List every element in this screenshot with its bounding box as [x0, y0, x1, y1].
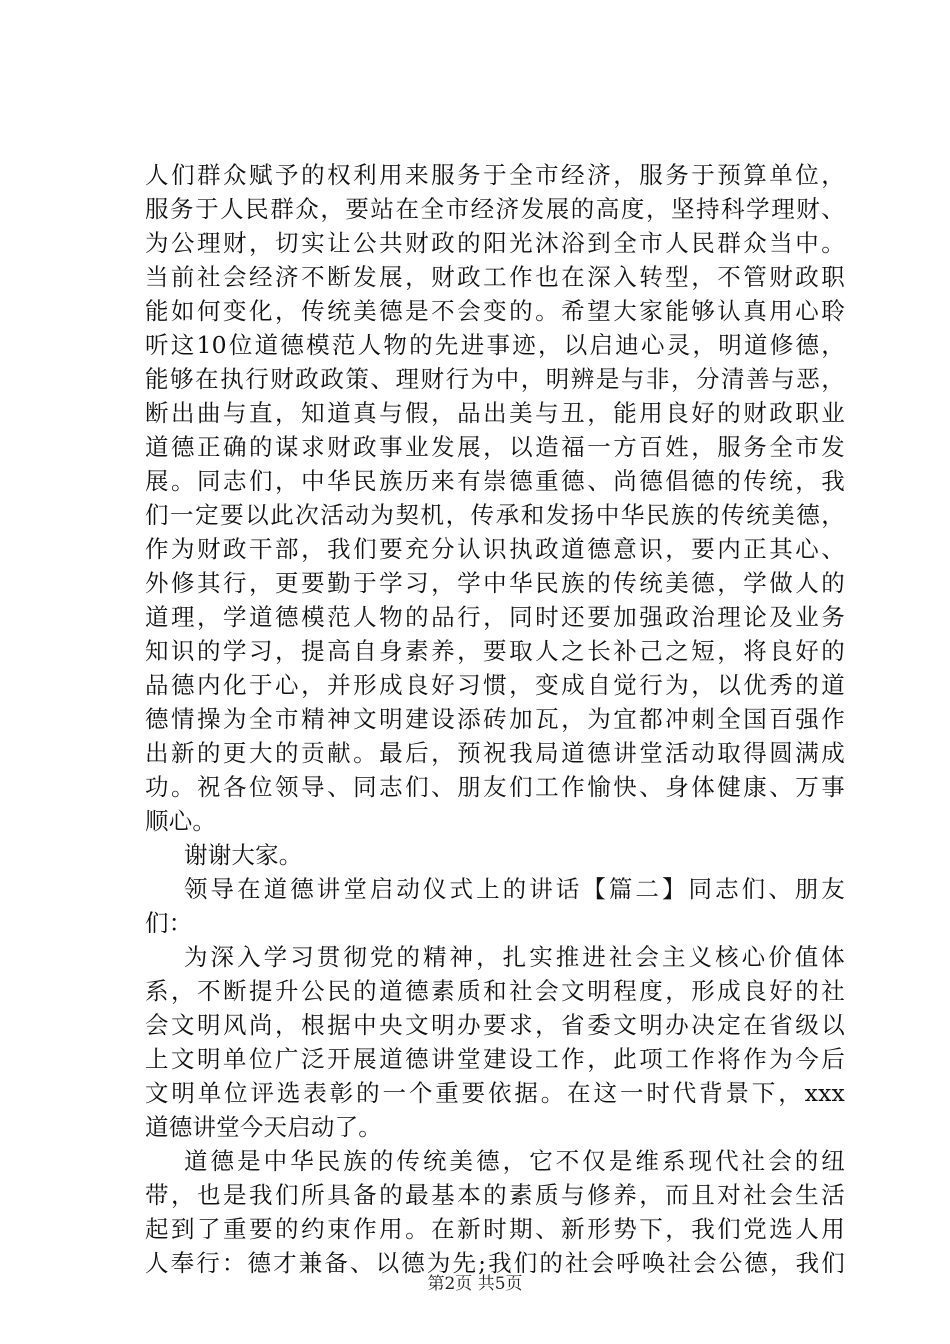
text-line: 能如何变化，传统美德是不会变的。希望大家能够认真用心聆 — [145, 297, 845, 325]
text-line: 上文明单位广泛开展道德讲堂建设工作，此项工作将作为今后 — [145, 1045, 845, 1073]
text-line: 作为财政干部，我们要充分认识执政道德意识，要内正其心、 — [145, 535, 845, 563]
text-line: 知识的学习，提高自身素养，要取人之长补己之短，将良好的 — [145, 637, 845, 665]
text-line: 会文明风尚，根据中央文明办要求，省委文明办决定在省级以 — [145, 1011, 845, 1039]
text-line: 为公理财，切实让公共财政的阳光沐浴到全市人民群众当中。 — [145, 229, 845, 257]
text-line: 听这10位道德模范人物的先进事迹，以启迪心灵，明道修德， — [145, 331, 845, 359]
text-line: 功。祝各位领导、同志们、朋友们工作愉快、身体健康、万事 — [145, 773, 845, 801]
text-line: 断出曲与直，知道真与假，品出美与丑，能用良好的财政职业 — [145, 399, 845, 427]
text-line: 当前社会经济不断发展，财政工作也在深入转型，不管财政职 — [145, 263, 845, 291]
text-line: 出新的更大的贡献。最后，预祝我局道德讲堂活动取得圆满成 — [145, 739, 845, 767]
text-line: 服务于人民群众，要站在全市经济发展的高度，坚持科学理财、 — [145, 195, 845, 223]
text-line: 带，也是我们所具备的最基本的素质与修养，而且对社会生活 — [145, 1181, 845, 1209]
text-line: 领导在道德讲堂启动仪式上的讲话【篇二】同志们、朋友 — [184, 875, 845, 903]
text-line: 能够在执行财政政策、理财行为中，明辨是与非，分清善与恶， — [145, 365, 845, 393]
text-line: 为深入学习贯彻党的精神，扎实推进社会主义核心价值体 — [184, 943, 845, 971]
text-line: 们一定要以此次活动为契机，传承和发扬中华民族的传统美德， — [145, 501, 845, 529]
text-line: 道德是中华民族的传统美德，它不仅是维系现代社会的纽 — [184, 1147, 845, 1175]
text-line: 展。同志们，中华民族历来有崇德重德、尚德倡德的传统，我 — [145, 467, 845, 495]
text-line: 外修其行，更要勤于学习，学中华民族的传统美德，学做人的 — [145, 569, 845, 597]
text-line: 人们群众赋予的权利用来服务于全市经济，服务于预算单位， — [145, 161, 845, 189]
text-line: 道德正确的谋求财政事业发展，以造福一方百姓，服务全市发 — [145, 433, 845, 461]
text-line: 品德内化于心，并形成良好习惯，变成自觉行为，以优秀的道 — [145, 671, 845, 699]
text-line: 们： — [145, 909, 193, 937]
text-line: 文明单位评选表彰的一个重要依据。在这一时代背景下，xxx — [145, 1079, 845, 1107]
text-line: 谢谢大家。 — [184, 841, 303, 869]
page-footer: 第2页 共5页 — [427, 1274, 523, 1294]
text-line: 德情操为全市精神文明建设添砖加瓦，为宜都冲刺全国百强作 — [145, 705, 845, 733]
text-line: 系，不断提升公民的道德素质和社会文明程度，形成良好的社 — [145, 977, 845, 1005]
text-line: 道理，学道德模范人物的品行，同时还要加强政治理论及业务 — [145, 603, 845, 631]
body-text — [145, 158, 845, 1280]
text-line: 道德讲堂今天启动了。 — [145, 1113, 382, 1141]
text-line: 顺心。 — [145, 807, 217, 835]
text-line: 起到了重要的约束作用。在新时期、新形势下，我们党选人用 — [145, 1215, 845, 1243]
text-line: 人奉行：德才兼备、以德为先;我们的社会呼唤社会公德，我们 — [145, 1249, 845, 1277]
